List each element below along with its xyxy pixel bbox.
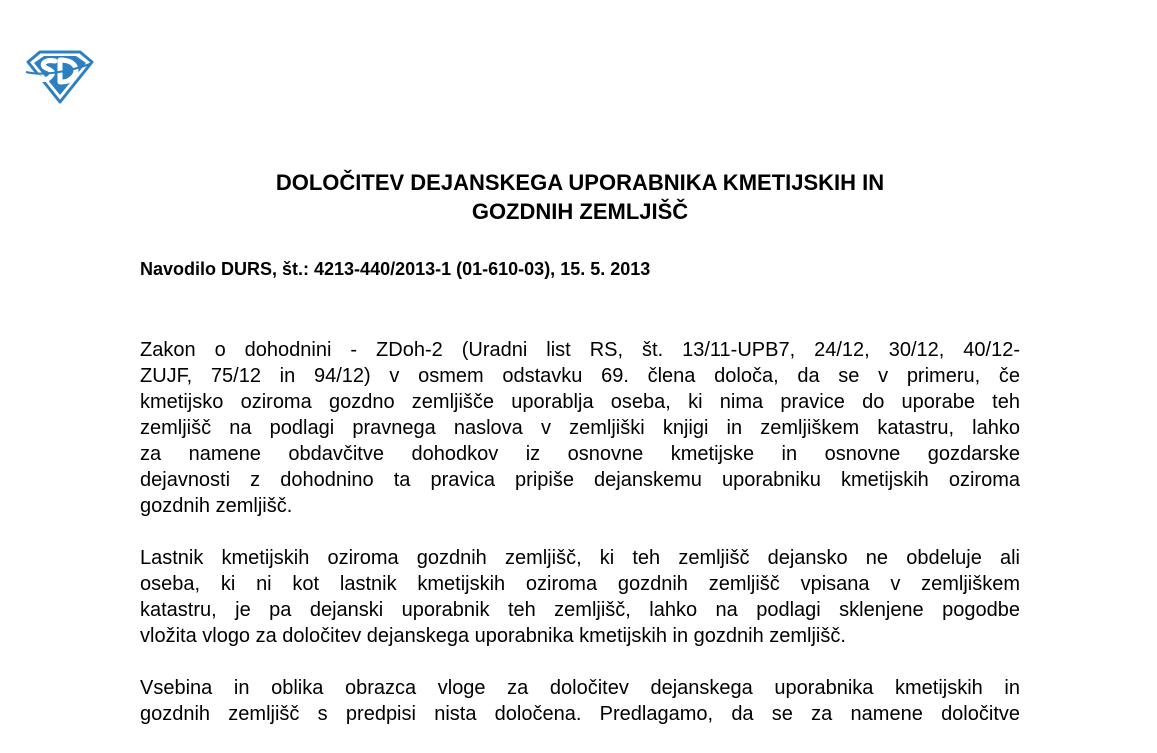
text-line: dejavnosti z dohodnino ta pravica pripiše dejanskemu uporabniku kmetijskih oziroma bbox=[140, 469, 1020, 491]
paragraph bbox=[140, 337, 1020, 519]
text-line: vložita vlogo za določitev dejanskega uporabnika kmetijskih in gozdnih zemljišč. bbox=[140, 625, 846, 647]
text-line: kmetijsko oziroma gozdno zemljišče uporablja oseba, ki nima pravice do uporabe teh bbox=[140, 391, 1020, 413]
text-line: za namene obdavčitve dohodkov iz osnovne kmetijske in osnovne gozdarske bbox=[140, 443, 1020, 465]
title-line: GOZDNIH ZEMLJIŠČ bbox=[471, 199, 689, 224]
text-line: Lastnik kmetijskih oziroma gozdnih zemljišč, ki teh zemljišč dejansko ne obdeluje ali bbox=[140, 547, 1020, 569]
text-line: ZUJF, 75/12 in 94/12) v osmem odstavku 69. člena določa, da se v primeru, če bbox=[140, 365, 1020, 387]
title-line: DOLOČITEV DEJANSKEGA UPORABNIKA KMETIJSKIH IN bbox=[275, 170, 885, 195]
text-line: Zakon o dohodnini - ZDoh-2 (Uradni list RS, št. 13/11-UPB7, 24/12, 30/12, 40/12- bbox=[140, 339, 1020, 361]
text-line: gozdnih zemljišč s predpisi nista določena. Predlagamo, da se za namene določitve bbox=[140, 703, 1020, 725]
document-body bbox=[140, 337, 1020, 753]
paragraph bbox=[140, 675, 1020, 727]
document-title bbox=[140, 168, 1020, 226]
document-subtitle: Navodilo DURS, št.: 4213-440/2013-1 (01-610-03), 15. 5. 2013 bbox=[140, 259, 651, 279]
text-line: gozdnih zemljišč. bbox=[140, 495, 293, 517]
text-line: Vsebina in oblika obrazca vloge za določitev dejanskega uporabnika kmetijskih in bbox=[140, 677, 1020, 699]
sd-shield-logo-icon bbox=[22, 48, 96, 104]
text-line: oseba, ki ni kot lastnik kmetijskih oziroma gozdnih zemljišč vpisana v zemljiškem bbox=[140, 573, 1020, 595]
text-line: katastru, je pa dejanski uporabnik teh zemljišč, lahko na podlagi sklenjene pogodbe bbox=[140, 599, 1020, 621]
paragraph bbox=[140, 545, 1020, 649]
text-line: zemljišč na podlagi pravnega naslova v zemljiški knjigi in zemljiškem katastru, lahko bbox=[140, 417, 1020, 439]
